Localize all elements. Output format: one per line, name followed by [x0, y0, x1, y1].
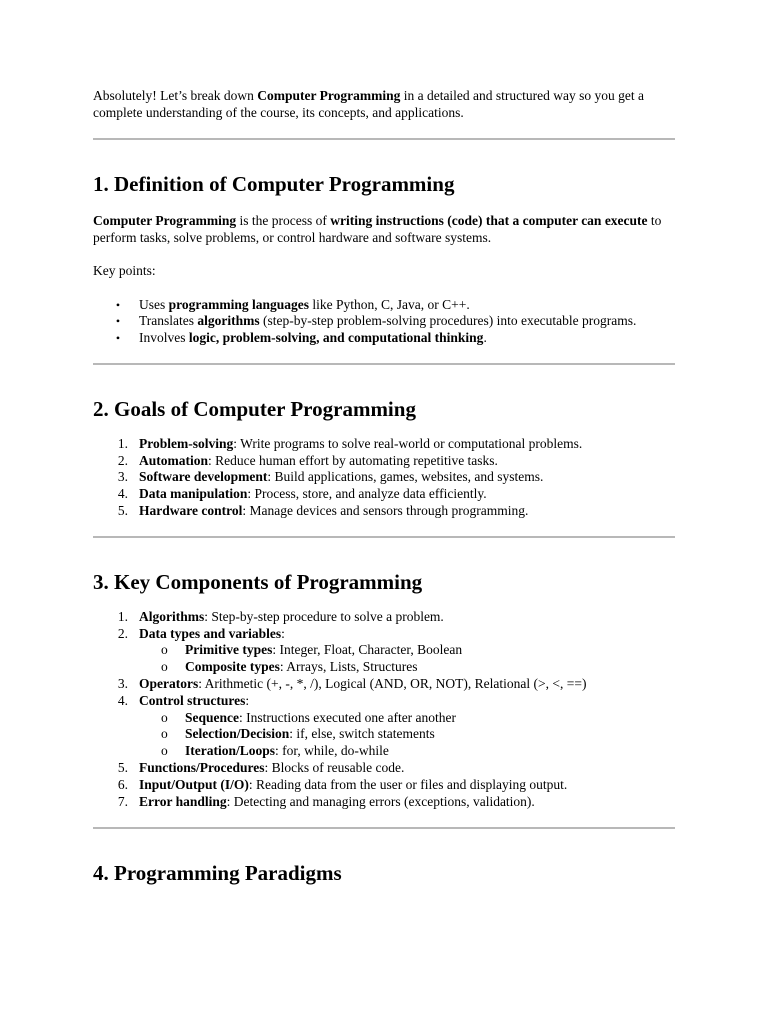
section-divider [93, 536, 675, 538]
document-page [93, 88, 677, 885]
list-item: 7. Error handling: Detecting and managing errors (exceptions, validation). [117, 793, 535, 809]
sublist-item: o Primitive types: Integer, Float, Character, Boolean [161, 642, 463, 658]
goals-list [93, 436, 677, 520]
list-item: 3. Software development: Build applications, games, websites, and systems. [117, 469, 544, 485]
list-item: • Translates algorithms (step-by-step problem-solving procedures) into executable programs. [93, 313, 677, 330]
list-item: 5. Hardware control: Manage devices and sensors through programming. [117, 503, 529, 519]
sublist-item: o Composite types: Arrays, Lists, Structures [161, 659, 418, 675]
list-item: • Involves logic, problem-solving, and computational thinking. [93, 330, 677, 347]
bullet-marker: • [115, 314, 121, 329]
sublist-item: o Selection/Decision: if, else, switch statements [161, 726, 435, 742]
section-divider [93, 363, 675, 365]
components-list [93, 609, 677, 643]
bullet-marker: • [115, 297, 121, 312]
list-item: • Uses programming languages like Python, C, Java, or C++. [93, 297, 677, 314]
control-structures-sublist [93, 710, 677, 760]
section-divider [93, 827, 675, 829]
components-list-continued [93, 676, 677, 710]
key-points-list [93, 297, 677, 347]
list-item: 1. Problem-solving: Write programs to solve real-world or computational problems. [117, 435, 583, 451]
components-list-end [93, 760, 677, 810]
section-3-heading: 3. Key Components of Programming [93, 569, 423, 594]
list-item: 4. Control structures: [117, 692, 250, 708]
intro-paragraph: Absolutely! Let’s break down Computer Programming in a detailed and structured way so you get a complete understanding of the course, its concepts, and applications. [93, 88, 645, 120]
section-2-heading: 2. Goals of Computer Programming [93, 396, 416, 421]
section-4-heading: 4. Programming Paradigms [93, 861, 342, 886]
section-1-heading: 1. Definition of Computer Programming [93, 172, 455, 196]
section-divider [93, 138, 675, 140]
list-item: 3. Operators: Arithmetic (+, -, *, /), Logical (AND, OR, NOT), Relational (>, <, ==) [117, 676, 587, 692]
list-item: 1. Algorithms: Step-by-step procedure to solve a problem. [117, 608, 444, 624]
key-points-label: Key points: [93, 263, 156, 278]
sublist-item: o Sequence: Instructions executed one after another [161, 709, 457, 725]
list-item: 5. Functions/Procedures: Blocks of reusable code. [117, 760, 405, 776]
list-item: 4. Data manipulation: Process, store, and analyze data efficiently. [117, 486, 487, 502]
list-item: 2. Data types and variables: [117, 625, 285, 641]
definition-paragraph: Computer Programming is the process of writing instructions (code) that a computer can execute to perform tasks, solve problems, or control hardware and software systems. [93, 213, 662, 245]
bullet-marker: • [115, 331, 121, 346]
sublist-item: o Iteration/Loops: for, while, do-while [161, 743, 389, 759]
data-types-sublist [93, 642, 677, 676]
list-item: 2. Automation: Reduce human effort by automating repetitive tasks. [117, 452, 498, 468]
list-item: 6. Input/Output (I/O): Reading data from the user or files and displaying output. [117, 776, 568, 792]
